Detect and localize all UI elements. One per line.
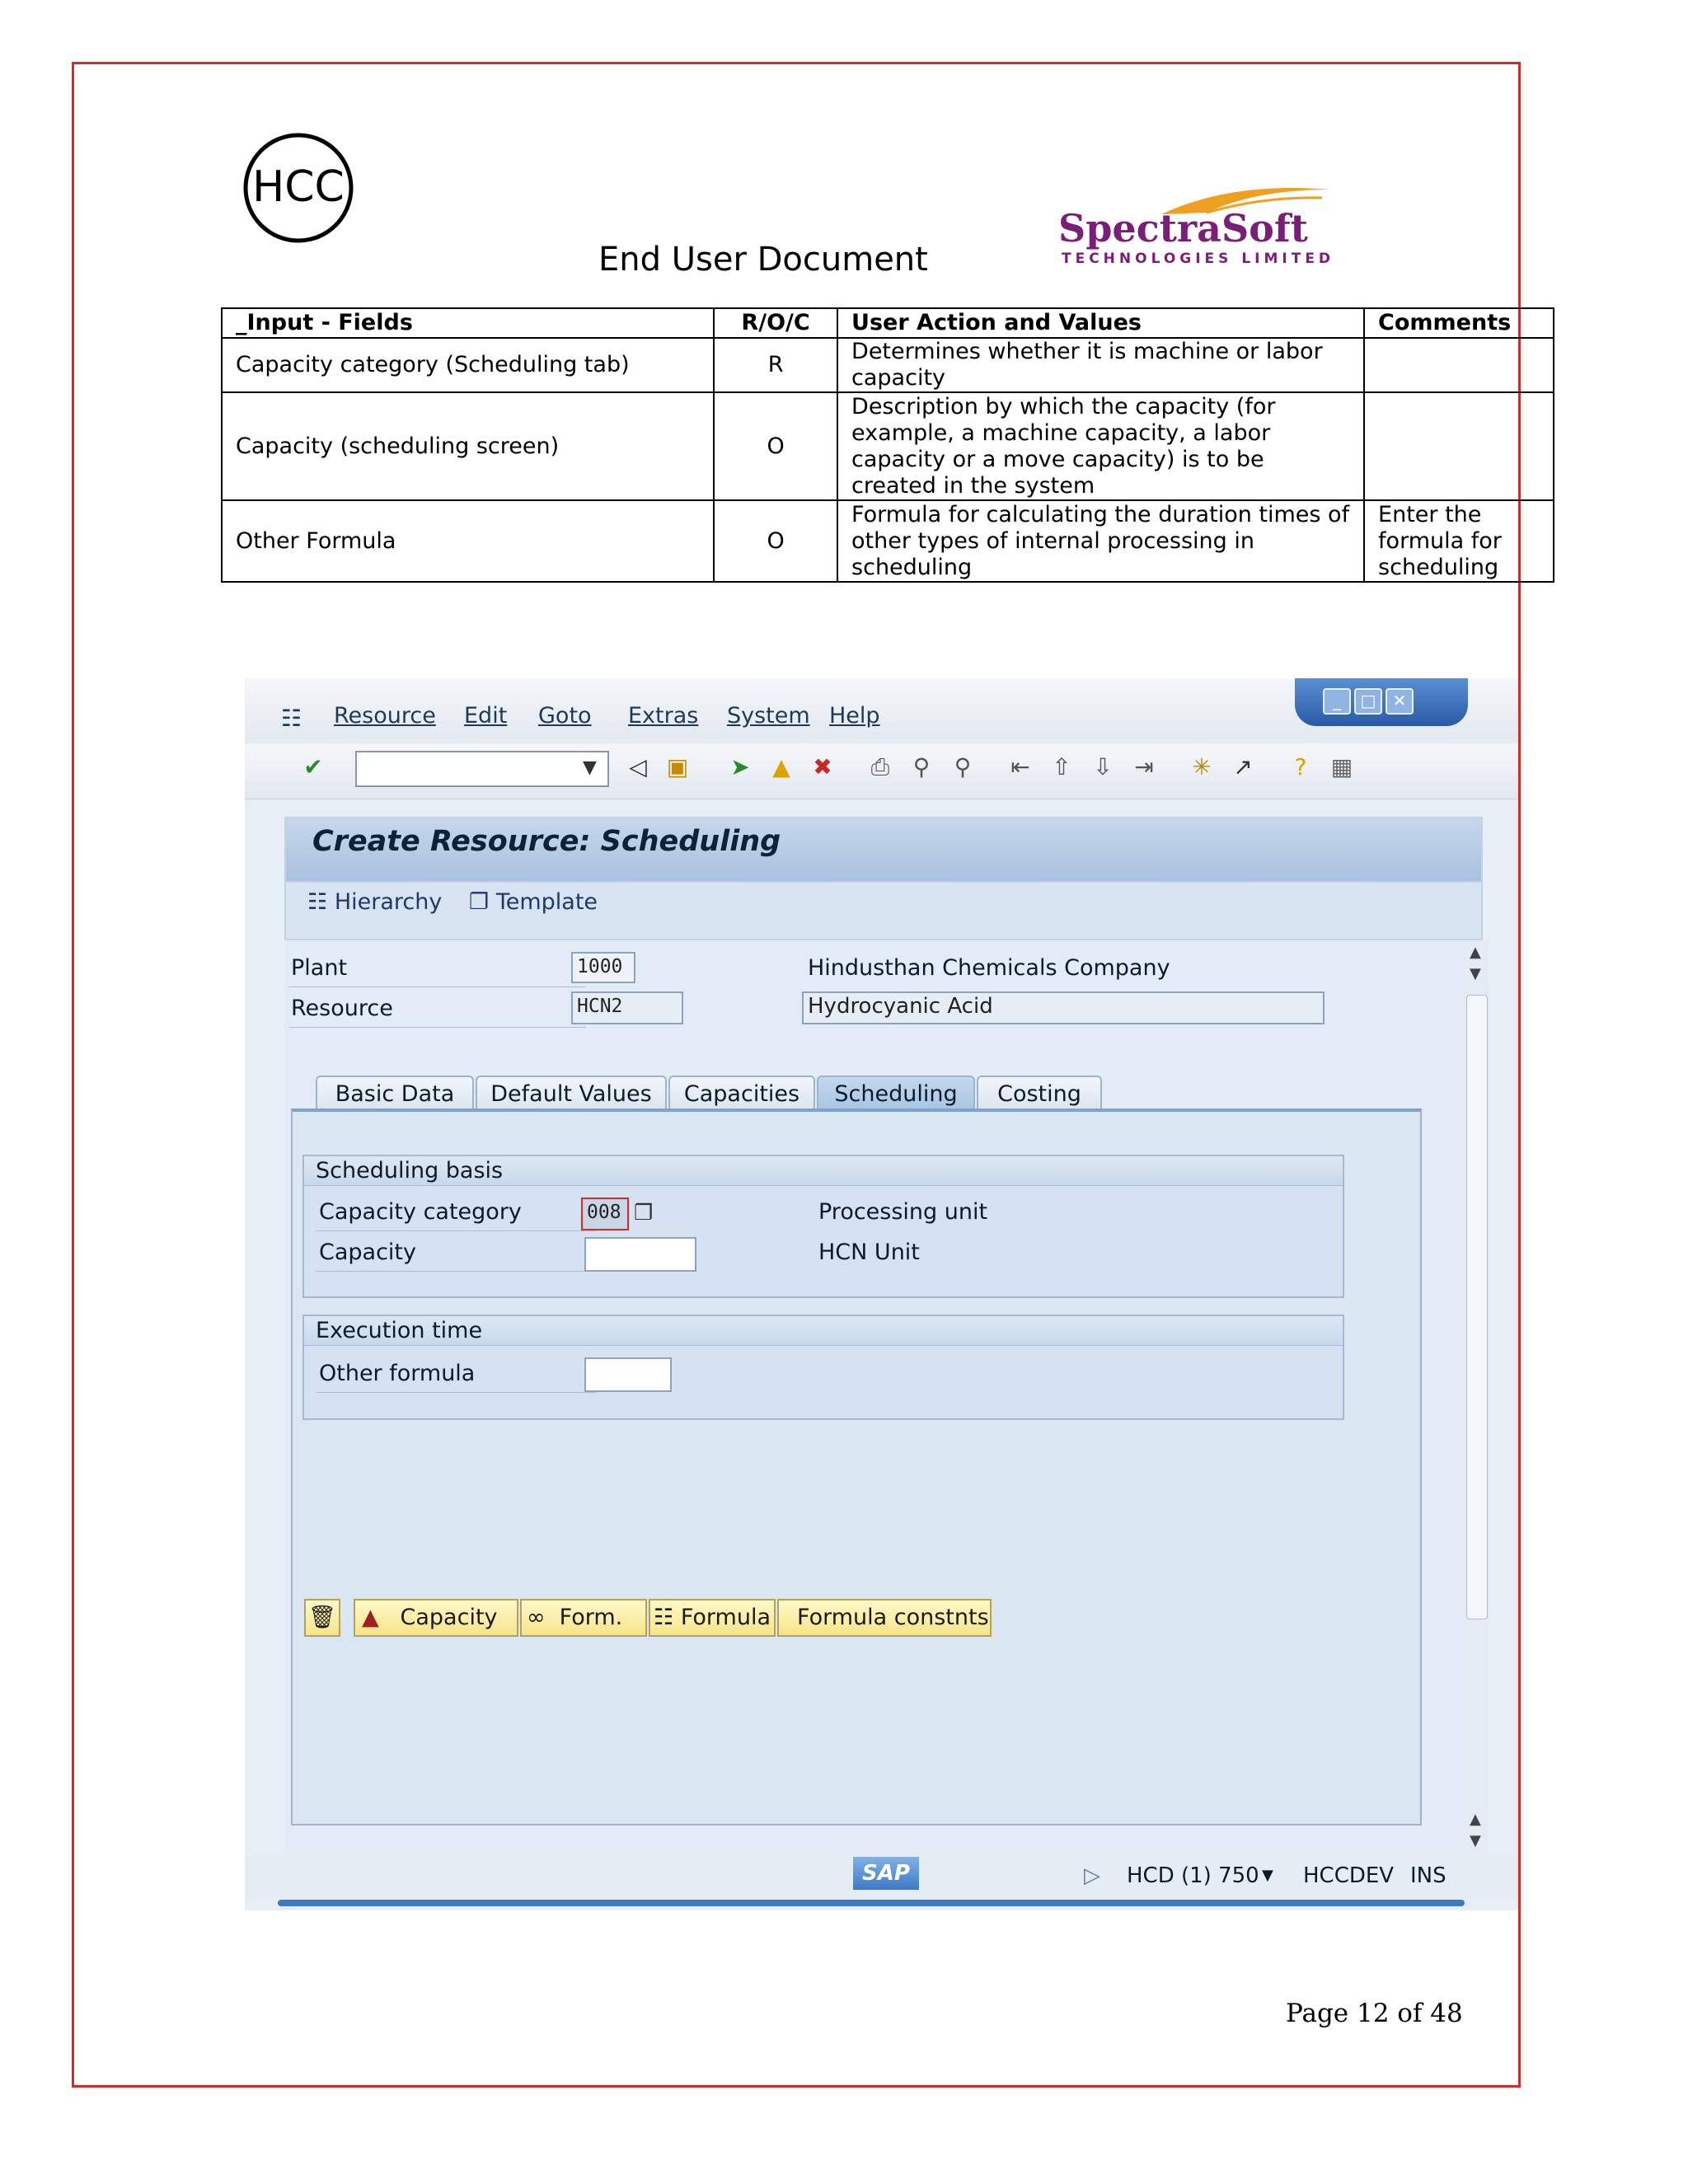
scroll-up-icon[interactable]: ▲ [1470,1811,1481,1828]
sap-logo: SAP [853,1857,919,1890]
cell-comments [1364,392,1554,500]
other-formula-label: Other formula [319,1361,476,1386]
page-number: Page 12 of 48 [1286,1999,1463,2028]
table-row [222,338,1554,392]
menu-extras[interactable]: Extras [628,703,699,729]
tab-scheduling[interactable]: Scheduling [817,1076,975,1110]
print-icon[interactable]: ⎙ [870,753,890,780]
resource-description-input[interactable]: Hydrocyanic Acid [802,991,1325,1024]
search-help-icon[interactable]: ❐ [634,1201,654,1226]
status-system[interactable]: HCD (1) 750 [1127,1863,1259,1888]
screen-title: Create Resource: Scheduling [312,825,781,858]
resource-underline [289,1027,586,1028]
resource-input[interactable]: HCN2 [571,991,683,1024]
title-bar [284,817,1483,883]
cell-roc: R [714,338,837,392]
formula-button-label: Formula [680,1605,771,1630]
back-arrow-icon[interactable]: ◁ [629,753,647,780]
capacity-button[interactable] [354,1599,518,1637]
close-icon[interactable]: ✕ [1386,688,1414,715]
window-bottom-edge [278,1900,1465,1906]
scroll-down-icon[interactable]: ▼ [1470,965,1481,982]
header-input-fields: _Input - Fields [222,308,714,338]
tab-basic-data[interactable]: Basic Data [316,1076,474,1110]
template-icon: ❐ [469,889,490,915]
input-fields-table [221,307,1554,583]
group-scheduling-basis [302,1155,1344,1298]
cancel-icon[interactable]: ✖ [813,753,832,780]
hcc-logo [241,130,356,246]
chevron-down-icon[interactable]: ▼ [583,757,597,778]
capacity-category-underline [316,1230,596,1231]
menu-edit[interactable]: Edit [464,703,508,729]
new-session-icon[interactable]: ✳ [1192,753,1212,780]
group-title: Execution time [316,1318,483,1343]
scroll-down-icon[interactable]: ▼ [1470,1832,1481,1849]
menu-system[interactable]: System [727,703,810,729]
plant-description: Hindusthan Chemicals Company [808,955,1170,981]
first-page-icon[interactable]: ⇤ [1010,753,1030,780]
cell-roc: O [714,500,837,582]
formula-button[interactable] [649,1599,776,1637]
cell-field: Capacity category (Scheduling tab) [222,338,714,392]
tab-costing[interactable]: Costing [977,1076,1102,1110]
group-header [304,1156,1343,1186]
table-header-row [222,308,1554,338]
cell-comments: Enter the formula for scheduling [1364,500,1554,582]
scroll-thumb[interactable] [1466,995,1488,1619]
formula-constants-button[interactable] [777,1599,992,1637]
formula-constants-label: Formula constnts [797,1605,989,1630]
capacity-icon: ▲ [362,1605,379,1630]
table-row [222,500,1554,582]
previous-page-icon[interactable]: ⇧ [1052,753,1071,780]
next-page-icon[interactable]: ⇩ [1093,753,1113,780]
enter-icon[interactable]: ✔ [303,753,323,780]
application-toolbar [284,883,1483,940]
spectrasoft-logo [1058,181,1335,272]
find-icon[interactable]: ⚲ [912,753,931,780]
cell-field: Capacity (scheduling screen) [222,392,714,500]
last-page-icon[interactable]: ⇥ [1134,753,1154,780]
hierarchy-label: Hierarchy [334,889,443,915]
back-icon[interactable]: ➤ [730,753,750,780]
tab-capacities[interactable]: Capacities [668,1076,815,1110]
cell-comments [1364,338,1554,392]
cell-action: Formula for calculating the duration times of other types of internal processing in scheduling [837,500,1364,582]
capacity-description: HCN Unit [818,1240,920,1265]
capacity-label: Capacity [319,1240,416,1265]
delete-button[interactable] [304,1599,340,1637]
capacity-input[interactable] [584,1237,696,1272]
resource-label: Resource [291,996,393,1021]
scroll-up-icon[interactable]: ▲ [1470,944,1481,961]
vertical-scrollbar[interactable] [1465,940,1489,1855]
group-title: Scheduling basis [316,1158,504,1183]
capacity-category-input[interactable]: 008 [581,1197,629,1230]
cell-action: Determines whether it is machine or labor capacity [837,338,1364,392]
hierarchy-icon: ☷ [307,889,328,915]
formula-icon: ☷ [654,1605,674,1630]
form-button-label: Form. [559,1605,623,1630]
minimize-icon[interactable]: _ [1323,688,1351,715]
template-label: Template [495,889,598,915]
cell-action: Description by which the capacity (for example, a machine capacity, a labor capacity or a move capacity) is to be created in the system [837,392,1364,500]
table-row [222,392,1554,500]
save-icon[interactable]: ▣ [666,753,689,780]
brand-subtitle: TECHNOLOGIES LIMITED [1062,251,1335,267]
cell-field: Other Formula [222,500,714,582]
command-field[interactable] [355,751,609,787]
group-header [304,1316,1343,1346]
other-formula-input[interactable] [584,1357,672,1392]
template-button[interactable] [469,889,598,915]
status-host: HCCDEV [1303,1863,1395,1888]
exit-icon[interactable]: ▲ [772,753,790,780]
document-title: End User Document [598,241,928,279]
cell-roc: O [714,392,837,500]
header-roc: R/O/C [714,308,837,338]
status-dropdown-icon[interactable]: ▼ [1262,1867,1273,1884]
customize-layout-icon[interactable]: ▦ [1330,753,1353,780]
brand-name: SpectraSoft [1058,206,1308,251]
header-user-action: User Action and Values [837,308,1364,338]
help-icon[interactable]: ? [1294,753,1307,780]
capacity-category-description: Processing unit [818,1199,988,1225]
menu-goto[interactable]: Goto [538,703,592,729]
window-controls [1295,678,1468,726]
maximize-icon[interactable]: □ [1354,688,1382,715]
header-comments: Comments [1364,308,1554,338]
trash-icon: 🗑 [307,1605,337,1630]
other-formula-underline [316,1392,596,1393]
formula-glasses-icon: ∞ [527,1605,546,1630]
form-button[interactable] [520,1599,647,1637]
hierarchy-button[interactable] [307,889,442,915]
menu-help[interactable]: Help [829,703,880,729]
find-next-icon[interactable]: ⚲ [954,753,972,780]
hcc-logo-text: HCC [252,162,345,212]
menu-icon[interactable]: ☷ [281,705,302,732]
status-expand-icon[interactable]: ▷ [1084,1863,1100,1888]
capacity-button-label: Capacity [400,1605,498,1630]
status-mode: INS [1410,1863,1447,1888]
menu-resource[interactable]: Resource [334,703,436,729]
plant-label: Plant [291,955,348,981]
tab-default-values[interactable]: Default Values [476,1076,667,1110]
capacity-underline [316,1271,596,1272]
sap-window [245,678,1518,1910]
plant-input[interactable]: 1000 [571,952,635,983]
capacity-category-label: Capacity category [319,1199,522,1225]
shortcut-icon[interactable]: ↗ [1233,753,1253,780]
